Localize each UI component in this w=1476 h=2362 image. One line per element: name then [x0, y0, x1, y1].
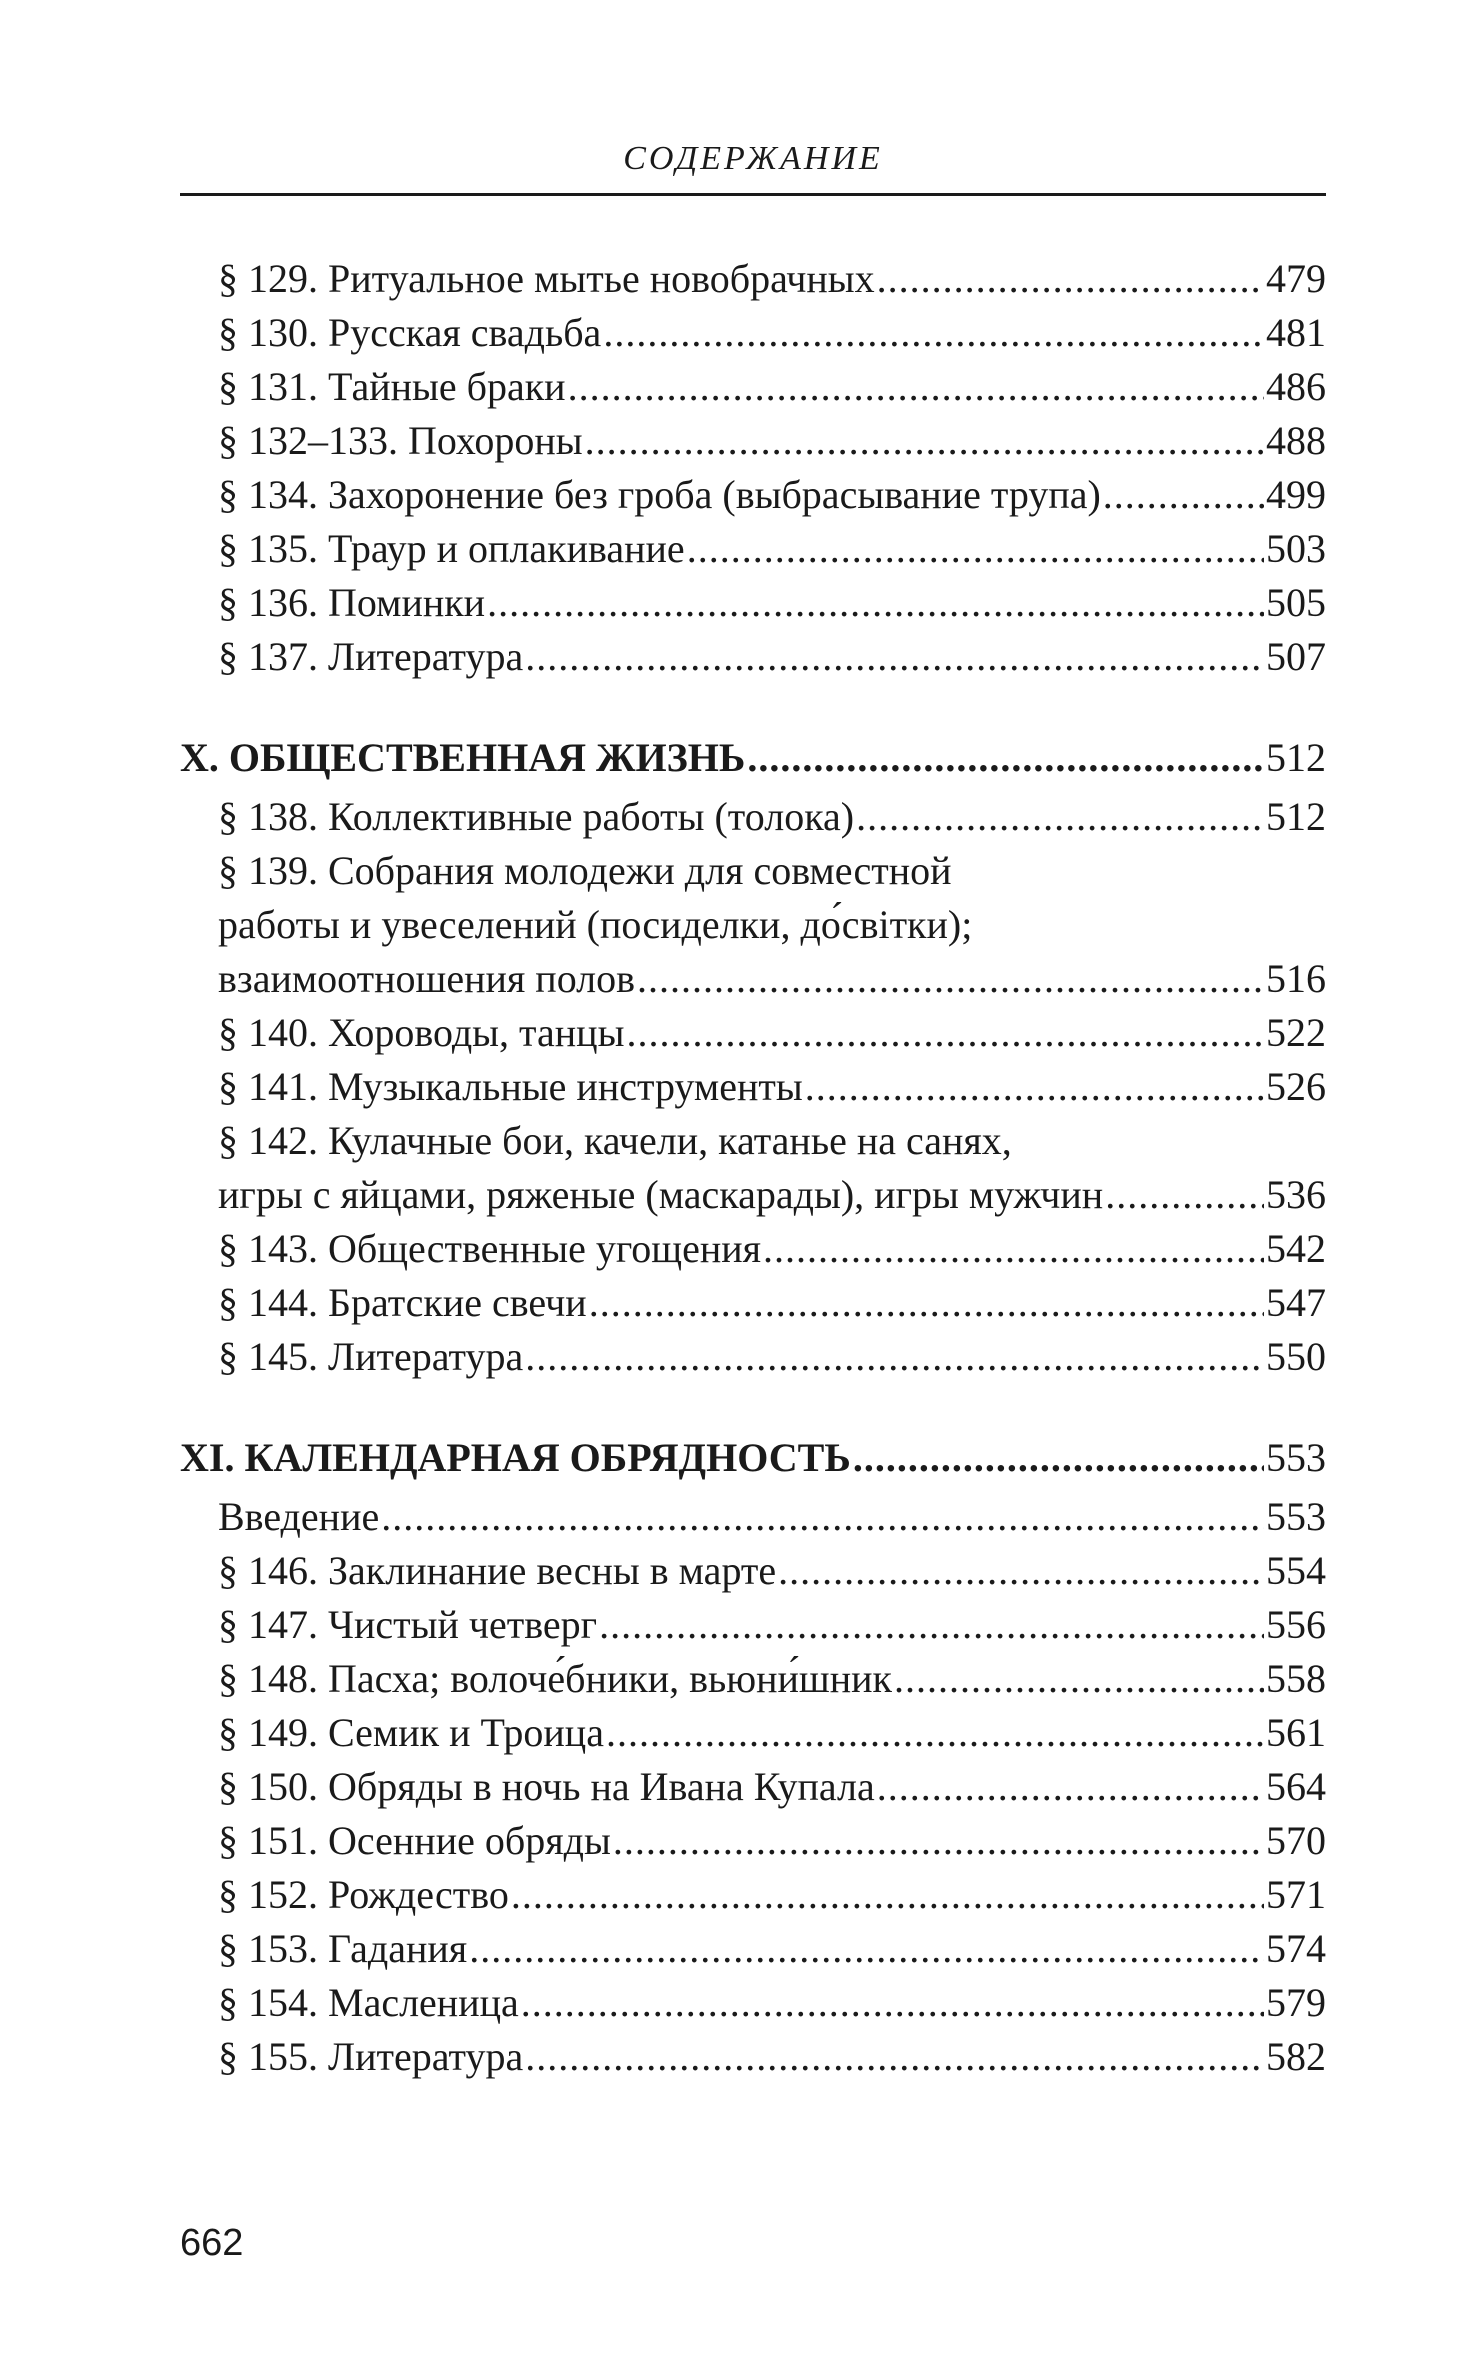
toc-entry-title: XI. КАЛЕНДАРНАЯ ОБРЯДНОСТЬ — [180, 1435, 851, 1480]
toc-entry-page: 507 — [1266, 634, 1326, 679]
toc-entry-title: § 136. Поминки — [218, 580, 486, 625]
dot-leader — [599, 1598, 1264, 1652]
toc-entry — [180, 414, 1326, 468]
toc-entry-title: § 152. Рождество — [218, 1872, 509, 1917]
toc-entry-title: § 137. Литература — [218, 634, 524, 679]
toc-entry — [180, 1276, 1326, 1330]
toc-entry-page: 556 — [1266, 1602, 1326, 1647]
toc-entry-page: 579 — [1266, 1980, 1326, 2025]
running-head: СОДЕРЖАНИЕ — [623, 140, 883, 177]
toc-entry-title: § 148. Пасха; волоче́бники, вьюни́шник — [218, 1656, 892, 1701]
toc-entry-page: 550 — [1266, 1334, 1326, 1379]
toc-entry — [180, 1168, 1326, 1222]
header-rule — [180, 193, 1326, 196]
toc-entry-title: игры с яйцами, ряженые (маскарады), игры мужчин — [218, 1172, 1104, 1217]
toc-entry-title: взаимоотношения полов — [218, 956, 636, 1001]
dot-leader — [525, 2030, 1264, 2084]
toc-entry-title: § 140. Хороводы, танцы — [218, 1010, 625, 1055]
toc-entry — [180, 1544, 1326, 1598]
toc-entry — [180, 252, 1326, 306]
toc-entry — [180, 1222, 1326, 1276]
dot-leader — [487, 576, 1264, 630]
dot-leader — [687, 522, 1264, 576]
toc-entry-page: 574 — [1266, 1926, 1326, 1971]
toc-entry-title: § 143. Общественные угощения — [218, 1226, 762, 1271]
dot-leader — [381, 1490, 1264, 1544]
toc-entry-page: 554 — [1266, 1548, 1326, 1593]
dot-leader — [521, 1976, 1264, 2030]
dot-leader — [606, 1706, 1264, 1760]
toc-entry-page: 522 — [1266, 1010, 1326, 1055]
toc-entry-page: 512 — [1266, 794, 1326, 839]
toc-entry-title: § 138. Коллективные работы (толока) — [218, 794, 855, 839]
toc-entry-title: X. ОБЩЕСТВЕННАЯ ЖИЗНЬ — [180, 735, 746, 780]
toc-entry — [180, 1114, 1326, 1168]
toc-entry — [180, 1760, 1326, 1814]
dot-leader — [637, 952, 1264, 1006]
toc-entry-title: § 142. Кулачные бои, качели, катанье на санях, — [218, 1118, 1012, 1163]
toc-entry-title: работы и увеселений (посиделки, до́світки); — [218, 902, 973, 947]
toc-chapter-entry — [180, 1426, 1326, 1490]
toc-entry-title: § 153. Гадания — [218, 1926, 468, 1971]
toc-entry — [180, 952, 1326, 1006]
toc-entry — [180, 898, 1326, 952]
toc-entry-title: § 139. Собрания молодежи для совместной — [218, 848, 952, 893]
toc-entry — [180, 1006, 1326, 1060]
toc-entry-page: 547 — [1266, 1280, 1326, 1325]
toc-entry-title: § 155. Литература — [218, 2034, 524, 2079]
toc-entry — [180, 522, 1326, 576]
toc-entry — [180, 360, 1326, 414]
toc-entry-page: 570 — [1266, 1818, 1326, 1863]
toc-entry-page: 561 — [1266, 1710, 1326, 1755]
dot-leader — [877, 252, 1264, 306]
dot-leader — [763, 1222, 1264, 1276]
dot-leader — [778, 1544, 1264, 1598]
toc-entry-title: § 151. Осенние обряды — [218, 1818, 611, 1863]
toc-entry-page: 536 — [1266, 1172, 1326, 1217]
toc-entry-title: § 129. Ритуальное мытье новобрачных — [218, 256, 875, 301]
dot-leader — [856, 790, 1264, 844]
toc-entry-page: 503 — [1266, 526, 1326, 571]
toc-entry-title: § 150. Обряды в ночь на Ивана Купала — [218, 1764, 875, 1809]
toc-entry-page: 481 — [1266, 310, 1326, 355]
toc-entry-page: 526 — [1266, 1064, 1326, 1109]
dot-leader — [568, 360, 1264, 414]
toc-chapter-entry — [180, 726, 1326, 790]
toc-entry-title: § 132–133. Похороны — [218, 418, 583, 463]
toc-entry-page: 542 — [1266, 1226, 1326, 1271]
dot-leader — [1103, 468, 1264, 522]
toc-entry-title: § 145. Литература — [218, 1334, 524, 1379]
page-number: 662 — [180, 2222, 244, 2264]
toc-entry-title: § 144. Братские свечи — [218, 1280, 587, 1325]
dot-leader — [585, 414, 1264, 468]
toc-entry — [180, 1868, 1326, 1922]
toc-entry-title: § 131. Тайные браки — [218, 364, 566, 409]
toc-entry-page: 479 — [1266, 256, 1326, 301]
toc-entry-page: 553 — [1266, 1435, 1326, 1480]
toc-entry-title: § 134. Захоронение без гроба (выбрасывание трупа) — [218, 472, 1101, 517]
toc-entry — [180, 790, 1326, 844]
table-of-contents — [180, 252, 1326, 2084]
toc-entry-title: § 147. Чистый четверг — [218, 1602, 598, 1647]
toc-entry-title: Введение — [218, 1494, 380, 1539]
dot-leader — [525, 630, 1264, 684]
dot-leader — [469, 1922, 1264, 1976]
toc-entry — [180, 1706, 1326, 1760]
toc-entry-title: § 146. Заклинание весны в марте — [218, 1548, 777, 1593]
toc-entry — [180, 1814, 1326, 1868]
dot-leader — [877, 1760, 1264, 1814]
toc-entry — [180, 844, 1326, 898]
dot-leader — [525, 1330, 1264, 1384]
toc-entry — [180, 1060, 1326, 1114]
toc-entry-page: 516 — [1266, 956, 1326, 1001]
toc-entry — [180, 1652, 1326, 1706]
toc-entry-page: 486 — [1266, 364, 1326, 409]
toc-entry-page: 499 — [1266, 472, 1326, 517]
toc-entry-page: 488 — [1266, 418, 1326, 463]
toc-entry-title: § 149. Семик и Троица — [218, 1710, 604, 1755]
dot-leader — [613, 1814, 1264, 1868]
toc-entry-page: 582 — [1266, 2034, 1326, 2079]
dot-leader — [511, 1868, 1264, 1922]
dot-leader — [747, 726, 1264, 790]
toc-entry — [180, 576, 1326, 630]
toc-entry — [180, 468, 1326, 522]
toc-entry-title: § 154. Масленица — [218, 1980, 519, 2025]
dot-leader — [603, 306, 1264, 360]
toc-entry — [180, 630, 1326, 684]
toc-entry-title: § 135. Траур и оплакивание — [218, 526, 685, 571]
toc-entry — [180, 1598, 1326, 1652]
toc-entry-page: 571 — [1266, 1872, 1326, 1917]
dot-leader — [805, 1060, 1264, 1114]
toc-entry — [180, 2030, 1326, 2084]
toc-entry-title: § 130. Русская свадьба — [218, 310, 602, 355]
toc-entry — [180, 1922, 1326, 1976]
toc-entry-page: 512 — [1266, 735, 1326, 780]
toc-entry-page: 564 — [1266, 1764, 1326, 1809]
dot-leader — [853, 1426, 1264, 1490]
toc-entry-page: 505 — [1266, 580, 1326, 625]
dot-leader — [894, 1652, 1264, 1706]
toc-entry — [180, 1976, 1326, 2030]
toc-entry — [180, 306, 1326, 360]
toc-entry-page: 558 — [1266, 1656, 1326, 1701]
dot-leader — [1105, 1168, 1264, 1222]
toc-entry — [180, 1330, 1326, 1384]
dot-leader — [626, 1006, 1264, 1060]
toc-entry-page: 553 — [1266, 1494, 1326, 1539]
dot-leader — [589, 1276, 1264, 1330]
toc-entry-title: § 141. Музыкальные инструменты — [218, 1064, 803, 1109]
toc-entry — [180, 1490, 1326, 1544]
